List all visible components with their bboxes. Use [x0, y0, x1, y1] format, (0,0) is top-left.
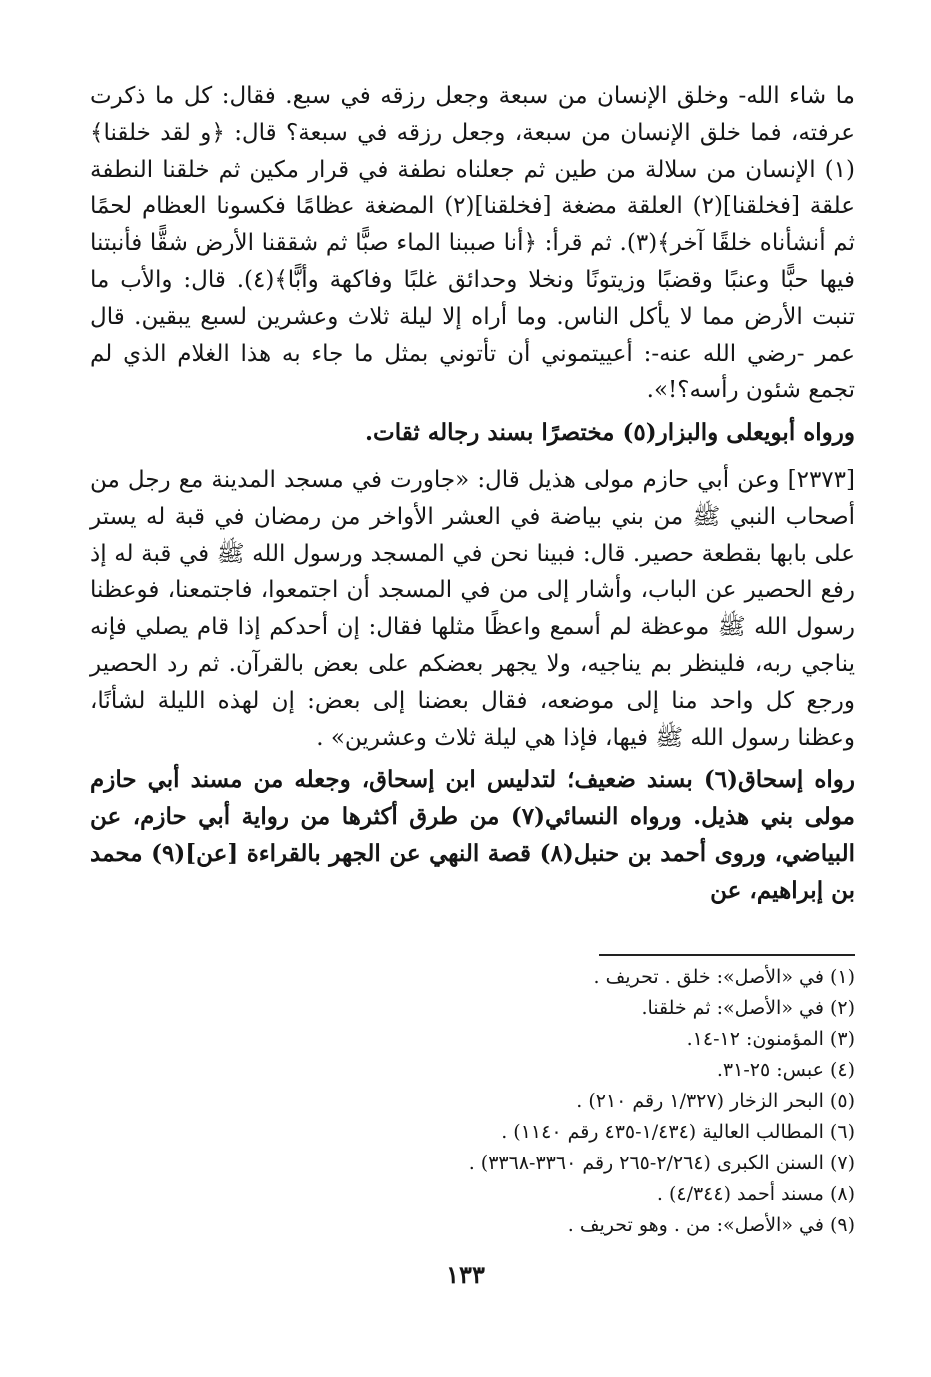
footnote-5: (٥) البحر الزخار (١/٣٢٧ رقم ٢١٠) . [576, 1089, 855, 1112]
footnote-separator-wrap [90, 910, 855, 962]
footnote-7: (٧) السنن الكبرى (٢/٢٦٤-٢٦٥ رقم ٣٣٦٠-٣٣٦٨) . [468, 1151, 855, 1174]
footnote-separator [599, 954, 855, 956]
page-number: ١٣٣ [446, 1260, 485, 1289]
narration-paragraph: ورواه أبويعلى والبزار(٥) مختصرًا بسند رجاله ثقات. [365, 419, 855, 447]
footnote-4: (٤) عبس: ٢٥-٣١. [716, 1058, 855, 1081]
narration-paragraph-2: رواه إسحاق(٦) بسند ضعيف؛ لتدليس ابن إسحاق، وجعله من مسند أبي حازم مولى بني هذيل. ورواه النسائي(٧) من طرق أكثرها من رواية أبي حازم، عن البياضي، وروى أحمد بن حنبل(٨) قصة النهي عن الجهر بالقراءة [عن](٩) محمد بن إبراهيم، عن [90, 766, 856, 904]
footnote-6: (٦) المطالب العالية (١/٤٣٤-٤٣٥ رقم ١١٤٠) . [501, 1120, 855, 1143]
footnote-9: (٩) في «الأصل»: من . وهو تحريف . [567, 1213, 855, 1236]
hadith-paragraph: [٢٣٧٣] وعن أبي حازم مولى هذيل قال: «جاورت في مسجد المدينة مع رجل من أصحاب النبي ﷺ من بني بياضة في العشر الأواخر من رمضان في قبة له يستر على بابها بقطعة حصير. قال: فبينا نحن في المسجد ورسول الله ﷺ في قبة له إذ رفع الحصير عن الباب، وأشار إلى من في المسجد أن اجتمعوا، فاجتمعنا، فوعظنا رسول الله ﷺ موعظة لم أسمع واعظًا مثلها فقال: إن أحدكم إذا قام يصلي فإنه يناجي ربه، فلينظر بم يناجيه، ولا يجهر بعضكم على بعض بالقرآن. ثم رد الحصير ورجع كل واحد منا إلى موضعه، فقال بعضنا إلى بعض: إن لهذه الليلة لشأنًا، وعظنا رسول الله ﷺ فيها، فإذا هي ليلة ثلاث وعشرين» . [90, 466, 855, 751]
footnote-1: (١) في «الأصل»: خلق . تحريف . [593, 965, 855, 988]
footnotes-list [90, 962, 855, 1241]
footnote-2: (٢) في «الأصل»: ثم خلقنا. [641, 996, 855, 1019]
footnote-8: (٨) مسند أحمد (٤/٣٤٤) . [656, 1182, 855, 1205]
footnote-3: (٣) المؤمنون: ١٢-١٤. [686, 1027, 855, 1050]
continuation-paragraph: ما شاء الله- وخلق الإنسان من سبعة وجعل رزقه في سبع. فقال: كل ما ذكرت عرفته، فما خلق الإنسان من سبعة، وجعل رزقه في سبعة؟ قال: ﴿و لقد خلقنا﴾(١) الإنسان من سلالة من طين ثم جعلناه نطفة في قرار مكين ثم خلقنا النطفة علقة [فخلقنا](٢) العلقة مضغة [فخلقنا](٢) المضغة عظامًا فكسونا العظام لحمًا ثم أنشأناه خلقًا آخر﴾(٣). ثم قرأ: ﴿أنا صببنا الماء صبًّا ثم شققنا الأرض شقًّا فأنبتنا فيها حبًّا وعنبًا وقضبًا وزيتونًا ونخلا وحدائق غلبًا وفاكهة وأبًّا﴾(٤). قال: والأب ما تنبت الأرض مما لا يأكل الناس. وما أراه إلا ليلة ثلاث وعشرين لسبع يبقين. قال عمر -رضي الله عنه-: أعييتموني أن تأتوني بمثل ما جاء به هذا الغلام الذي لم تجمع شئون رأسه؟!». [90, 83, 855, 404]
